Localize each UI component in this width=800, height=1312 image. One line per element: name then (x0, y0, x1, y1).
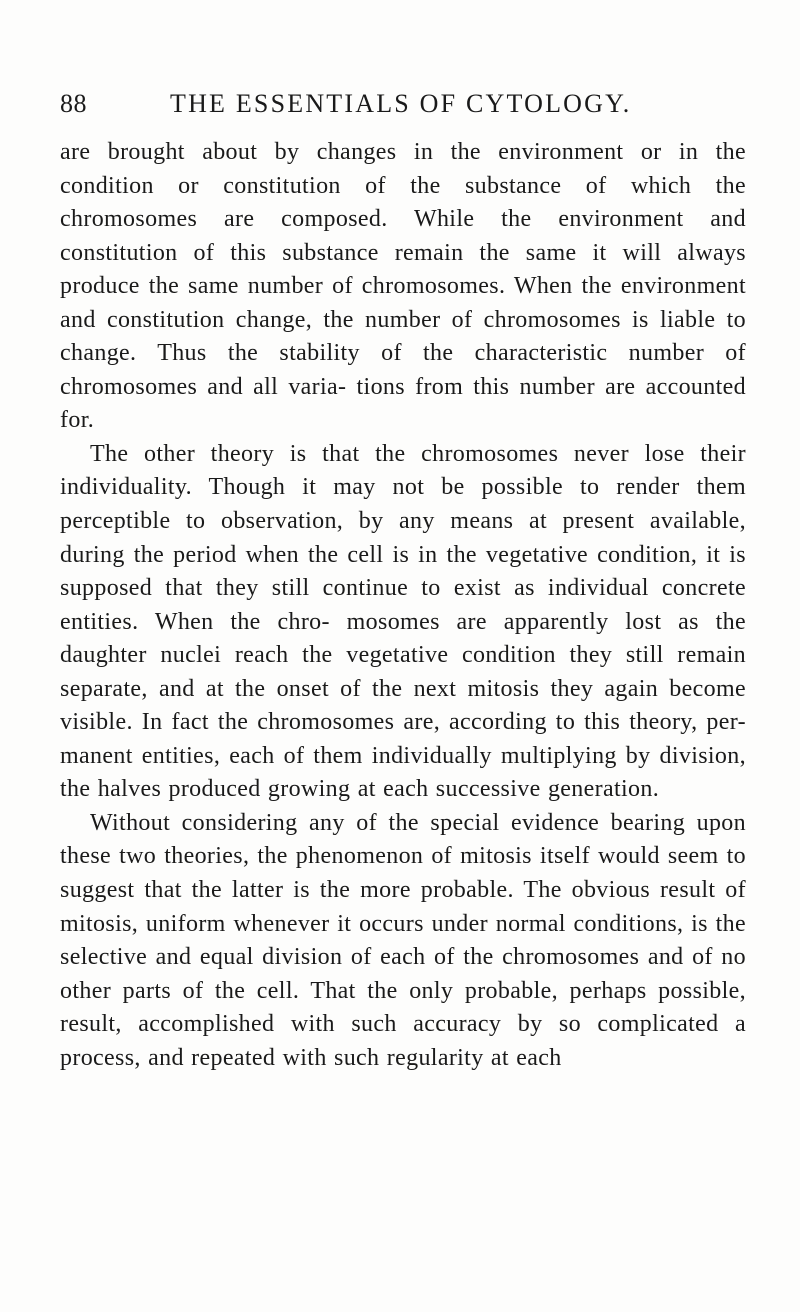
paragraph-other-theory: The other theory is that the chromosomes never lose their individuality. Though it may not be possible to render them perceptible to observation, by any means at present available, during the period when the cell is in the vegetative condition, it is supposed that they still continue to exist as individual concrete entities. When the chro- mosomes are apparently lost as the daughter nuclei reach the vegetative condition they still remain separate, and at the onset of the next mitosis they again become visible. In fact the chromosomes are, according to this theory, per- manent entities, each of them individually multiplying by division, the halves produced growing at each successive generation. (60, 440, 746, 803)
running-head: THE ESSENTIALS OF CYTOLOGY. (170, 89, 632, 118)
page-number: 88 (60, 89, 87, 118)
paragraph-continued: are brought about by changes in the environment or in the condition or constitution of the substance of which the chromosomes are composed. While the environment and constitution of this substance remain the same it will always produce the same number of chromosomes. When the environment and constitution change, the number of chromosomes is liable to change. Thus the stability of the characteristic number of chromosomes and all varia- tions from this number are accounted for. (60, 139, 746, 434)
paragraph-without-considering: Without considering any of the special evidence bearing upon these two theories, the phenomenon of mitosis itself would seem to suggest that the latter is the more probable. The obvious result of mitosis, uniform whenever it occurs under normal conditions, is the selective and equal division of each of the chromosomes and of no other parts of the cell. That the only probable, perhaps possible, result, accomplished with such accuracy by so complicated a process, and repeated with such regularity at each (60, 809, 746, 1071)
body-text (60, 136, 746, 1075)
page-header (60, 84, 744, 124)
